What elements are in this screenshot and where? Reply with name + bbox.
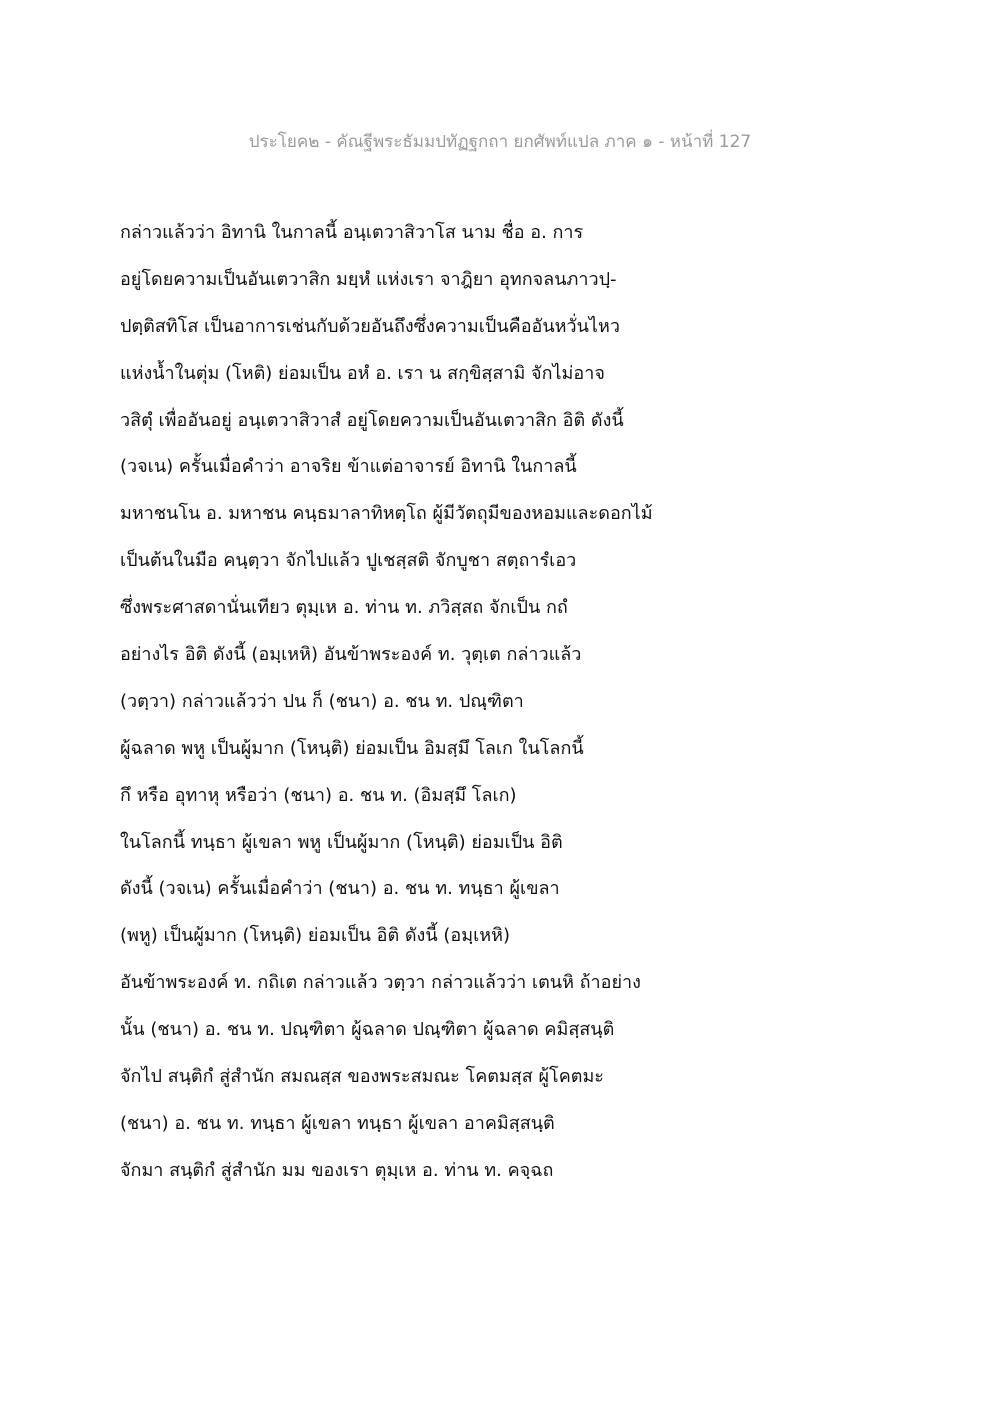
text-line: ปตฺติสทิโส เป็นอาการเช่นกับด้วยอันถึงซึ่งความเป็นคืออันหวั่นไหว: [120, 315, 620, 337]
text-line: จักมา สนฺติกํ สู่สำนัก มม ของเรา ตุมฺเห อ. ท่าน ท. คจฺฉถ: [120, 1159, 554, 1181]
text-line: (วจเน) ครั้นเมื่อคำว่า อาจริย ข้าแต่อาจารย์ อิทานิ ในกาลนี้: [120, 456, 577, 478]
text-line: นั้น (ชนา) อ. ชน ท. ปณฺฑิตา ผู้ฉลาด ปณฺฑิตา ผู้ฉลาด คมิสฺสนฺติ: [120, 1019, 615, 1041]
text-line: (พหู) เป็นผู้มาก (โหนฺติ) ย่อมเป็น อิติ ดังนี้ (อมฺเหหิ): [120, 925, 510, 947]
text-line: อันข้าพระองค์ ท. กถิเต กล่าวแล้ว วตฺวา กล่าวแล้วว่า เตนหิ ถ้าอย่าง: [120, 972, 641, 994]
text-line: กึ หรือ อุทาหุ หรือว่า (ชนา) อ. ชน ท. (อิมสฺมึ โลเก): [120, 784, 517, 806]
running-header: ประโยค๒ - คัณฐีพระธัมมปทัฏฐกถา ยกศัพท์แปล ภาค ๑ - หน้าที่ 127: [248, 132, 752, 152]
text-line: ผู้ฉลาด พหู เป็นผู้มาก (โหนฺติ) ย่อมเป็น อิมสฺมึ โลเก ในโลกนี้: [120, 737, 584, 759]
text-line: ในโลกนี้ ทนฺธา ผู้เขลา พหู เป็นผู้มาก (โหนฺติ) ย่อมเป็น อิติ: [120, 831, 563, 853]
text-line: จักไป สนฺติกํ สู่สำนัก สมณสฺส ของพระสมณะ โคตมสฺส ผู้โคตมะ: [120, 1066, 604, 1088]
text-line: ซึ่งพระศาสดานั่นเทียว ตุมฺเห อ. ท่าน ท. ภวิสฺสถ จักเป็น กถํ: [120, 597, 568, 619]
text-line: ดังนี้ (วจเน) ครั้นเมื่อคำว่า (ชนา) อ. ชน ท. ทนฺธา ผู้เขลา: [120, 878, 560, 900]
body-text: [120, 214, 920, 1199]
text-line: มหาชนโน อ. มหาชน คนฺธมาลาทิหตฺโถ ผู้มีวัตถุมีของหอมและดอกไม้: [120, 503, 653, 525]
text-line: อยู่โดยความเป็นอันเตวาสิก มยฺหํ แห่งเรา จาฎิยา อุทกจลนภาวปฺ-: [120, 268, 617, 290]
text-line: เป็นต้นในมือ คนฺตฺวา จักไปแล้ว ปูเชสฺสติ จักบูชา สตฺถารํเอว: [120, 550, 577, 572]
text-line: อย่างไร อิติ ดังนี้ (อมฺเหหิ) อันข้าพระองค์ ท. วุตฺเต กล่าวแล้ว: [120, 644, 582, 666]
text-line: (วตฺวา) กล่าวแล้วว่า ปน ก็ (ชนา) อ. ชน ท. ปณฺฑิตา: [120, 690, 524, 712]
text-line: วสิตุํ เพื่ออันอยู่ อนฺเตวาสิวาสํ อยู่โดยความเป็นอันเตวาสิก อิติ ดังนี้: [120, 409, 624, 431]
text-line: กล่าวแล้วว่า อิทานิ ในกาลนี้ อนฺเตวาสิวาโส นาม ชื่อ อ. การ: [120, 222, 584, 243]
text-line: (ชนา) อ. ชน ท. ทนฺธา ผู้เขลา ทนฺธา ผู้เขลา อาคมิสฺสนฺติ: [120, 1112, 555, 1134]
text-line: แห่งน้ำในตุ่ม (โหติ) ย่อมเป็น อหํ อ. เรา น สกฺขิสฺสามิ จักไม่อาจ: [120, 362, 605, 384]
